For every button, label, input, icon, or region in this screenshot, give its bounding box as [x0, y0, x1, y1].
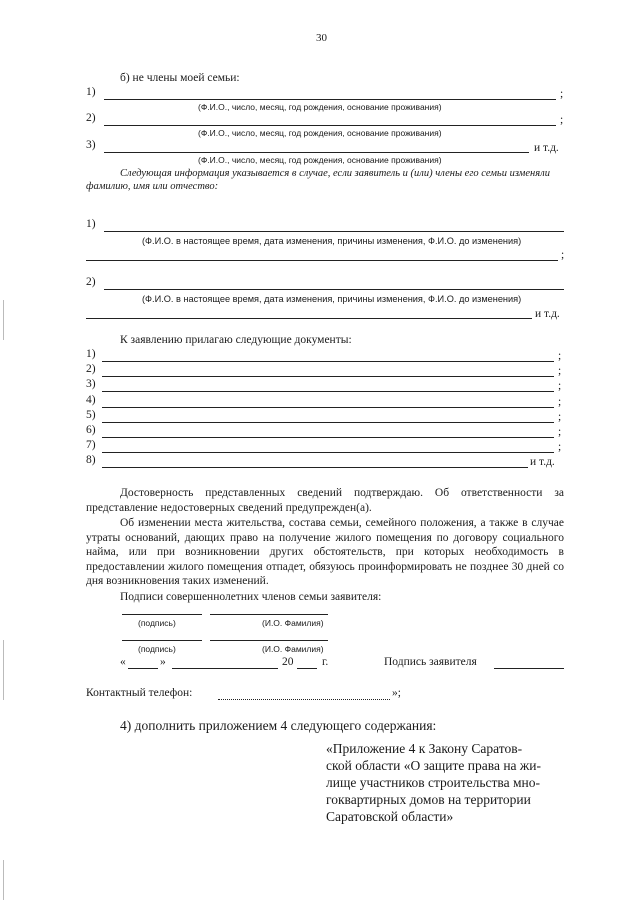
name-line: [210, 614, 328, 615]
fill-line: [102, 376, 554, 377]
contact-phone-label: Контактный телефон:: [86, 687, 193, 699]
entry-end: ;: [560, 114, 564, 126]
field-caption: (Ф.И.О. в настоящее время, дата изменения, причины изменения, Ф.И.О. до изменения): [142, 294, 522, 304]
name-caption: (И.О. Фамилия): [262, 618, 324, 628]
signature-line: [122, 640, 202, 641]
fill-line: [104, 289, 564, 290]
year-suffix: г.: [322, 656, 329, 668]
fill-line: [104, 152, 529, 153]
appendix-line-4: гоквартирных домов на территории: [326, 792, 531, 807]
name-line: [210, 640, 328, 641]
fill-line: [102, 452, 554, 453]
item-end: ;: [558, 441, 562, 453]
item-number: 2): [86, 363, 96, 375]
name-change-note: Следующая информация указывается в случае, если заявитель и (или) члены его семьи изменяли фамилию, имя или отчество:: [86, 168, 550, 192]
item-end: ;: [558, 365, 562, 377]
scan-artifact: [3, 860, 4, 900]
documents-heading: К заявлению прилагаю следующие документы:: [120, 334, 352, 346]
entry-end: и т.д.: [535, 308, 560, 320]
signature-caption: (подпись): [138, 618, 176, 628]
fill-line: [104, 125, 556, 126]
date-open-quote: «: [120, 656, 126, 668]
contact-phone-line: [218, 699, 390, 700]
name-caption: (И.О. Фамилия): [262, 644, 324, 654]
item-end: ;: [558, 396, 562, 408]
appendix-line-5: Саратовской области»: [326, 809, 454, 824]
item-end: ;: [558, 380, 562, 392]
item-number: 5): [86, 409, 96, 421]
entry-number: 1): [86, 218, 96, 230]
fill-line: [86, 260, 558, 261]
fill-line: [102, 467, 528, 468]
field-caption: (Ф.И.О., число, месяц, год рождения, основание проживания): [198, 128, 442, 138]
appendix-line-1: «Приложение 4 к Закону Саратов-: [326, 741, 523, 756]
fill-line: [102, 391, 554, 392]
appendix-line-3: лище участников строительства мно-: [326, 775, 541, 790]
page-number: 30: [316, 32, 327, 44]
fill-line: [102, 361, 554, 362]
field-caption: (Ф.И.О., число, месяц, год рождения, основание проживания): [198, 102, 442, 112]
year-line: [297, 668, 317, 669]
entry-end: и т.д.: [534, 142, 559, 154]
month-line: [172, 668, 278, 669]
fill-line: [102, 407, 554, 408]
contact-end: »;: [392, 687, 401, 699]
year-prefix: 20: [282, 656, 294, 668]
amendment-text: 4) дополнить приложением 4 следующего содержания:: [120, 718, 437, 733]
day-line: [128, 668, 158, 669]
entry-end: ;: [560, 88, 564, 100]
item-number: 4): [86, 394, 96, 406]
entry-number: 2): [86, 112, 96, 124]
item-number: 3): [86, 378, 96, 390]
appendix-line-2: ской области «О защите права на жи-: [326, 758, 541, 773]
item-end: ;: [558, 350, 562, 362]
fill-line: [86, 318, 532, 319]
fill-line: [104, 99, 556, 100]
item-end: ;: [558, 411, 562, 423]
entry-number: 3): [86, 139, 96, 151]
item-number: 1): [86, 348, 96, 360]
item-number: 7): [86, 439, 96, 451]
signature-caption: (подпись): [138, 644, 176, 654]
entry-end: ;: [561, 249, 565, 261]
paragraph-confirmation: Достоверность представленных сведений подтверждаю. Об ответственности за представление недостоверных сведений предупрежден(а).: [86, 487, 564, 514]
field-caption: (Ф.И.О., число, месяц, год рождения, основание проживания): [198, 155, 442, 165]
applicant-signature-line: [494, 668, 564, 669]
fill-line: [104, 231, 564, 232]
fill-line: [102, 437, 554, 438]
section-b-heading: б) не члены моей семьи:: [120, 72, 240, 84]
fill-line: [102, 422, 554, 423]
item-end: и т.д.: [530, 456, 555, 468]
signature-line: [122, 614, 202, 615]
item-number: 6): [86, 424, 96, 436]
entry-number: 2): [86, 276, 96, 288]
entry-number: 1): [86, 86, 96, 98]
scan-artifact: [3, 640, 4, 700]
applicant-signature-label: Подпись заявителя: [384, 656, 477, 668]
scan-artifact: [3, 300, 4, 340]
family-signatures-heading: Подписи совершеннолетних членов семьи заявителя:: [120, 591, 382, 603]
date-close-quote: »: [160, 656, 166, 668]
item-number: 8): [86, 454, 96, 466]
field-caption: (Ф.И.О. в настоящее время, дата изменения, причины изменения, Ф.И.О. до изменения): [142, 236, 522, 246]
item-end: ;: [558, 426, 562, 438]
paragraph-obligation: Об изменении места жительства, состава семьи, семейного положения, а также в случае утраты оснований, дающих право на получение жилого помещения по договору социального найма, или при возникновении других обстоятельств, при которых необходимость в предоставлении жилого помещения отпадет, обязуюсь проинформировать не позднее 30 дней со дня возникновения таких изменений.: [86, 517, 564, 588]
